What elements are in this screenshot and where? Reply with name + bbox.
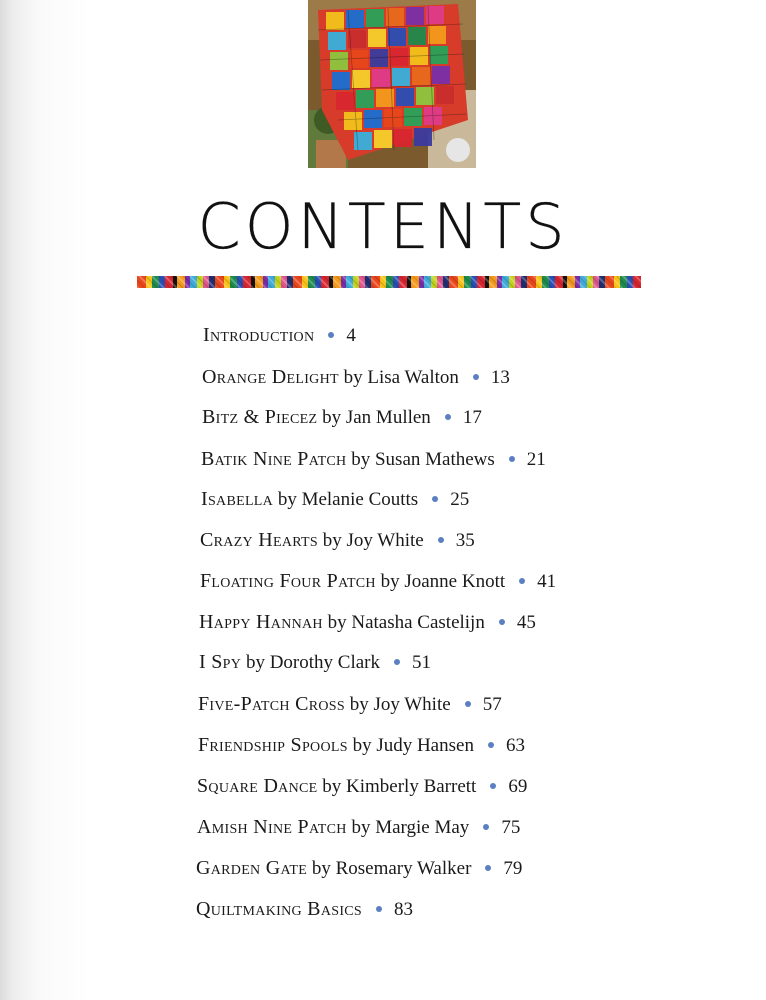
entry-author: by Susan Mathews	[351, 449, 495, 470]
toc-entry[interactable]	[201, 486, 469, 513]
toc-entry[interactable]	[202, 364, 510, 391]
entry-title: Floating Four Patch	[200, 570, 376, 592]
toc-entry[interactable]	[196, 896, 413, 923]
toc-entry[interactable]	[198, 691, 502, 718]
entry-page: 25	[450, 489, 470, 510]
toc-entry[interactable]	[197, 814, 520, 841]
entry-author: by Jan Mullen	[322, 407, 431, 428]
bullet-icon	[438, 537, 444, 543]
entry-author: by Rosemary Walker	[311, 858, 472, 879]
entry-title: Amish Nine Patch	[197, 816, 347, 838]
bullet-icon	[499, 619, 505, 625]
bullet-icon	[490, 783, 496, 789]
bullet-icon	[473, 374, 479, 380]
toc-entry[interactable]	[199, 609, 536, 636]
entry-author: by Joanne Knott	[380, 571, 506, 592]
toc-entry[interactable]	[200, 568, 556, 595]
toc-entry[interactable]	[203, 322, 356, 349]
toc-entry[interactable]	[200, 527, 475, 554]
entry-title: Happy Hannah	[199, 611, 323, 633]
quilt-photo	[308, 0, 476, 168]
bullet-icon	[445, 414, 451, 420]
entry-title: Five-Patch Cross	[198, 693, 345, 715]
entry-author: by Lisa Walton	[343, 367, 459, 388]
entry-title: Garden Gate	[196, 857, 308, 879]
entry-page: 79	[503, 858, 523, 879]
toc-entry[interactable]	[199, 649, 431, 676]
entry-page: 83	[394, 899, 414, 920]
entry-author: by Joy White	[322, 530, 424, 551]
quilt-photo-icon	[308, 0, 476, 168]
bullet-icon	[485, 865, 491, 871]
entry-page: 69	[508, 776, 528, 797]
bullet-icon	[519, 578, 525, 584]
entry-page: 63	[505, 735, 525, 756]
bullet-icon	[328, 332, 334, 338]
bullet-icon	[394, 659, 400, 665]
entry-author: by Kimberly Barrett	[322, 776, 477, 797]
entry-title: Bitz & Piecez	[202, 406, 318, 428]
bullet-icon	[483, 824, 489, 830]
toc-entry[interactable]	[196, 855, 522, 882]
entry-title: Friendship Spools	[198, 734, 348, 756]
entry-title: Quiltmaking Basics	[196, 898, 363, 920]
entry-author: by Dorothy Clark	[245, 652, 380, 673]
entry-page: 17	[462, 407, 482, 428]
entry-page: 4	[346, 325, 356, 346]
entry-page: 13	[490, 367, 510, 388]
toc-entry[interactable]	[202, 404, 482, 431]
entry-title: Orange Delight	[202, 366, 339, 388]
entry-page: 21	[526, 449, 546, 470]
entry-page: 45	[516, 612, 536, 633]
page-title: CONTENTS	[197, 190, 569, 263]
entry-page: 75	[501, 817, 521, 838]
toc-entry[interactable]	[201, 446, 546, 473]
entry-title: Introduction	[203, 324, 315, 346]
entry-author: by Margie May	[351, 817, 470, 838]
bullet-icon	[488, 742, 494, 748]
bullet-icon	[465, 701, 471, 707]
entry-page: 51	[411, 652, 431, 673]
entry-title: I Spy	[199, 651, 242, 673]
bullet-icon	[432, 496, 438, 502]
entry-author: by Melanie Coutts	[277, 489, 419, 510]
entry-page: 35	[455, 530, 475, 551]
bullet-icon	[509, 456, 515, 462]
toc-entry[interactable]	[198, 732, 525, 759]
entry-title: Crazy Hearts	[200, 529, 318, 551]
entry-page: 57	[482, 694, 502, 715]
decorative-fabric-band	[137, 276, 641, 288]
entry-title: Batik Nine Patch	[201, 448, 347, 470]
entry-title: Square Dance	[197, 775, 318, 797]
entry-title: Isabella	[201, 488, 274, 510]
entry-author: by Natasha Castelijn	[327, 612, 485, 633]
bullet-icon	[376, 906, 382, 912]
entry-page: 41	[537, 571, 557, 592]
toc-entry[interactable]	[197, 773, 527, 800]
entry-author: by Judy Hansen	[352, 735, 474, 756]
entry-author: by Joy White	[349, 694, 451, 715]
